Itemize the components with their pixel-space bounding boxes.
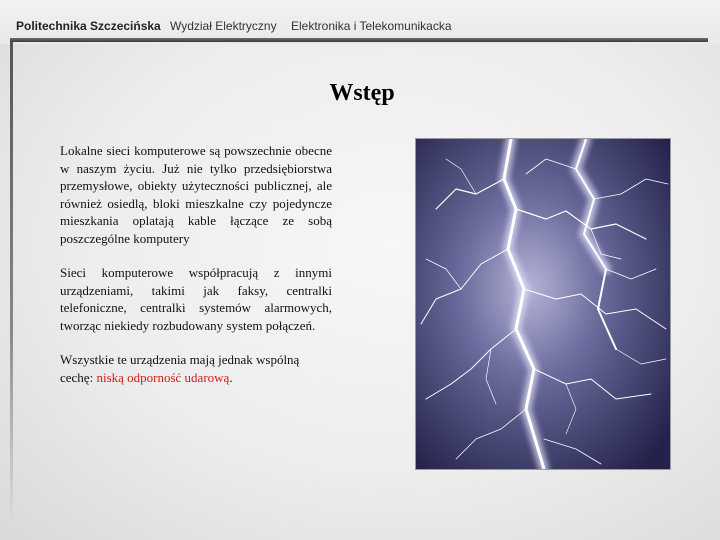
paragraph-3-end: .: [229, 369, 233, 385]
left-divider: [10, 42, 13, 522]
slide-title: Wstęp: [329, 80, 395, 106]
lightning-photo: [415, 138, 671, 470]
header-divider: [10, 38, 708, 42]
paragraph-1: Lokalne sieci komputerowe są powszechnie obecne w naszym życiu. Już nie tylko przedsiębiorstwa przemysłowe, obiekty użyteczności publicznej, ale również osiedlą, bloki mieszkalne czy pojedyncze mieszkania oplatają kable łączące ze sobą poszczególne komputery: [60, 143, 332, 246]
department-name: Elektronika i Telekomunikacka: [291, 19, 452, 33]
university-name: Politechnika Szczecińska: [16, 19, 161, 33]
paragraph-3-start: Wszystkie te urządzenia mają jednak wspólną cechę:: [60, 352, 300, 385]
lightning-image: [416, 139, 670, 469]
body-text: [60, 142, 332, 403]
paragraph-2: Sieci komputerowe współpracują z innymi urządzeniami, takimi jak faksy, centralki telefoniczne, centralki systemów alarmowych, tworząc niekiedy rozbudowany system połączeń.: [60, 265, 332, 333]
paragraph-3-highlight: niską odporność udarową: [96, 369, 230, 385]
slide-title-wrap: [0, 80, 720, 107]
paragraph-3: [60, 351, 332, 386]
faculty-name: Wydział Elektryczny: [170, 19, 277, 33]
